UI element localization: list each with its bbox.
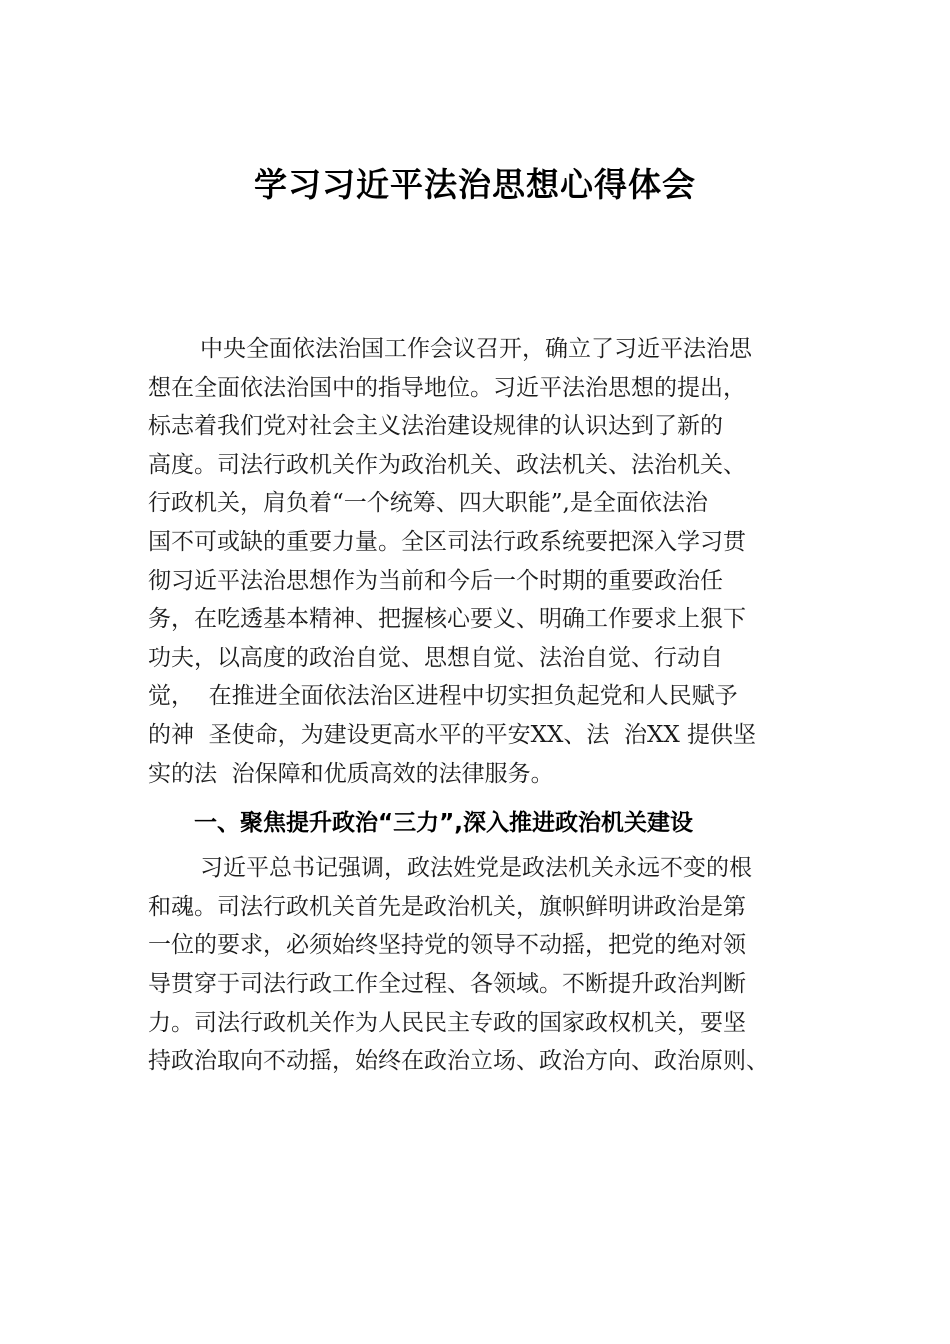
intro-line: 务，在吃透基本精神、把握核心要义、明确工作要求上狠下: [148, 606, 746, 633]
intro-line: 觉， 在推进全面依法治区进程中切实担负起党和人民赋予: [148, 683, 738, 710]
section-line: 力。司法行政机关作为人民民主专政的国家政权机关，要坚: [148, 1009, 746, 1036]
intro-line: 想在全面依法治国中的指导地位。习近平法治思想的提出，: [148, 374, 746, 401]
intro-line: 彻习近平法治思想作为当前和今后一个时期的重要政治任: [148, 567, 723, 594]
intro-line: 国不可或缺的重要力量。全区司法行政系统要把深入学习贯: [148, 528, 746, 555]
intro-line: 行政机关，肩负着“一个统筹、四大职能”,是全面依法治: [148, 490, 708, 517]
intro-line: 功夫，以高度的政治自觉、思想自觉、法治自觉、行动自: [148, 644, 723, 671]
section-line: 习近平总书记强调，政法姓党是政法机关永远不变的根: [200, 855, 752, 882]
document-title: 学习习近平法治思想心得体会: [254, 165, 696, 204]
intro-line: 中央全面依法治国工作会议召开，确立了习近平法治思: [200, 336, 752, 362]
section-line: 和魂。司法行政机关首先是政治机关，旗帜鲜明讲政治是第: [148, 893, 746, 920]
intro-line: 实的法 治保障和优质高效的法律服务。: [148, 760, 554, 787]
intro-line: 高度。司法行政机关作为政治机关、政法机关、法治机关、: [148, 451, 746, 478]
section-line: 导贯穿于司法行政工作全过程、各领域。不断提升政治判断: [148, 970, 746, 997]
intro-line: 的神 圣使命，为建设更高水平的平安XX、法 治XX 提供坚: [148, 721, 757, 748]
section-line: 持政治取向不动摇，始终在政治立场、政治方向、政治原则、: [148, 1048, 769, 1075]
document-body: [148, 330, 818, 1081]
section-line: 一位的要求，必须始终坚持党的领导不动摇，把党的绝对领: [148, 932, 746, 959]
section-heading: 一、聚焦提升政治“三力”,深入推进政治机关建设: [194, 810, 693, 837]
intro-line: 标志着我们党对社会主义法治建设规律的认识达到了新的: [148, 413, 723, 440]
